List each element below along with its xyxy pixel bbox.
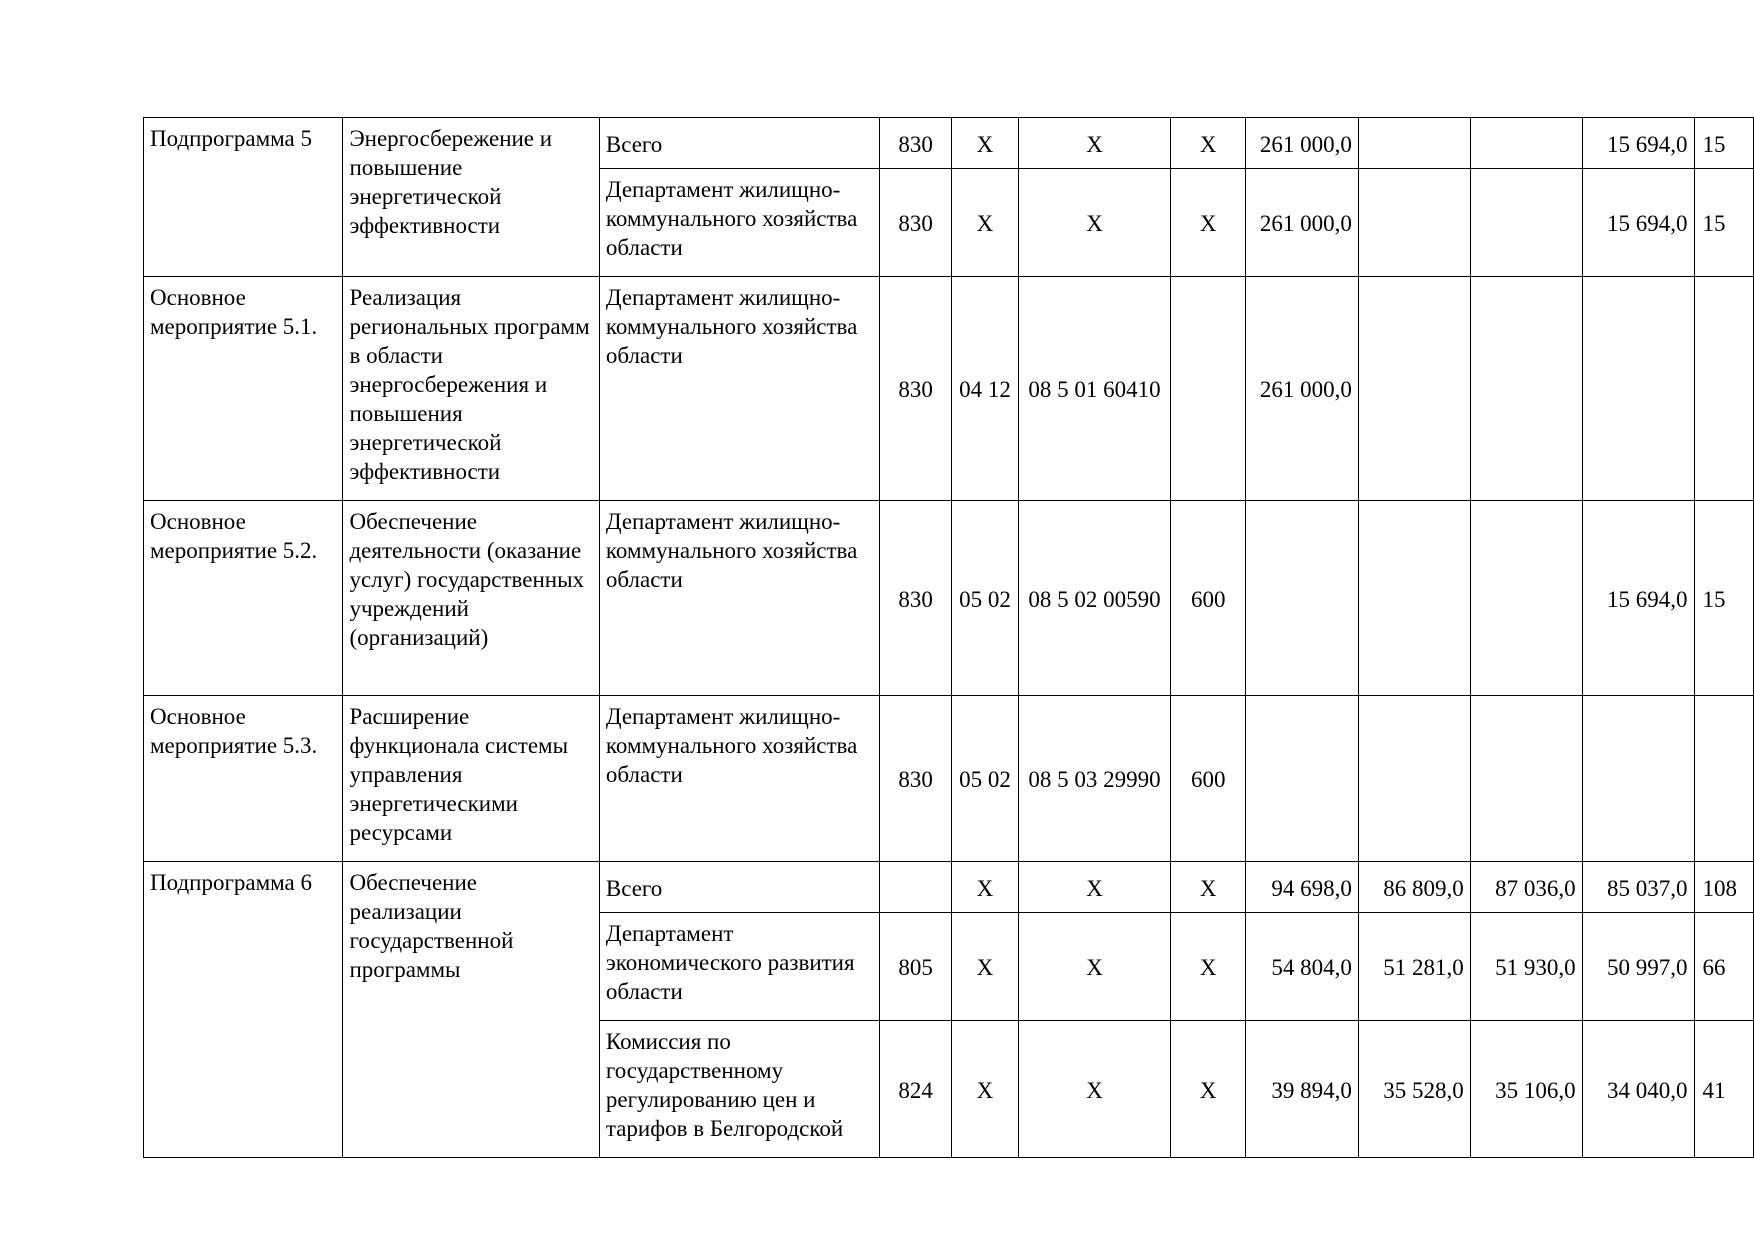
vr-cell: X [1171,913,1246,1021]
row-code-cell: Основное мероприятие 5.1. [144,277,343,501]
executor-cell: Департамент экономического развития области [599,913,880,1021]
year3-value [1470,277,1582,501]
year4-value [1582,277,1694,501]
year2-value: 86 809,0 [1358,862,1470,913]
year4-value: 50 997,0 [1582,913,1694,1021]
year1-value: 261 000,0 [1246,277,1359,501]
year1-value: 94 698,0 [1246,862,1359,913]
csr-cell: 08 5 02 00590 [1019,501,1171,696]
csr-cell: 08 5 01 60410 [1019,277,1171,501]
table-row [144,118,1754,169]
grbs-cell: 830 [880,501,952,696]
year1-value: 261 000,0 [1246,118,1359,169]
grbs-cell: 830 [880,169,952,277]
rzpr-cell: 05 02 [951,696,1018,862]
executor-cell: Департамент жилищно-коммунального хозяйства области [599,169,880,277]
grbs-cell: 830 [880,118,952,169]
row-code-cell: Основное мероприятие 5.3. [144,696,343,862]
grbs-cell: 805 [880,913,952,1021]
year2-value [1358,277,1470,501]
table-row [144,501,1754,696]
year2-value: 35 528,0 [1358,1021,1470,1158]
year5-value [1694,277,1754,501]
csr-cell: 08 5 03 29990 [1019,696,1171,862]
grbs-cell [880,862,952,913]
rzpr-cell: 04 12 [951,277,1018,501]
grbs-cell: 824 [880,1021,952,1158]
year3-value: 35 106,0 [1470,1021,1582,1158]
csr-cell: X [1019,169,1171,277]
year2-value [1358,169,1470,277]
rzpr-cell: X [951,862,1018,913]
year5-value: 66 [1694,913,1754,1021]
year1-value: 54 804,0 [1246,913,1359,1021]
year3-value [1470,169,1582,277]
table-row [144,277,1754,501]
row-name-cell: Энергосбережение и повышение энергетической эффективности [343,118,599,277]
vr-cell: X [1171,1021,1246,1158]
year3-value [1470,118,1582,169]
vr-cell [1171,277,1246,501]
year5-value: 108 [1694,862,1754,913]
year4-value [1582,696,1694,862]
year4-value: 85 037,0 [1582,862,1694,913]
vr-cell: X [1171,118,1246,169]
executor-cell: Комиссия по государственному регулированию цен и тарифов в Белгородской [599,1021,880,1158]
year4-value: 15 694,0 [1582,118,1694,169]
year5-value [1694,696,1754,862]
year5-value: 15 [1694,501,1754,696]
vr-cell: 600 [1171,696,1246,862]
rzpr-cell: X [951,913,1018,1021]
rzpr-cell: 05 02 [951,501,1018,696]
year3-value: 87 036,0 [1470,862,1582,913]
row-name-cell: Обеспечение реализации государственной программы [343,862,599,1158]
year1-value: 39 894,0 [1246,1021,1359,1158]
year5-value: 15 [1694,118,1754,169]
year1-value: 261 000,0 [1246,169,1359,277]
year3-value [1470,696,1582,862]
csr-cell: X [1019,118,1171,169]
row-name-cell: Расширение функционала системы управления энергетическими ресурсами [343,696,599,862]
year5-value: 15 [1694,169,1754,277]
year4-value: 15 694,0 [1582,501,1694,696]
year2-value: 51 281,0 [1358,913,1470,1021]
rzpr-cell: X [951,1021,1018,1158]
row-name-cell: Реализация региональных программ в области энергосбережения и повышения энергетической эффективности [343,277,599,501]
vr-cell: X [1171,169,1246,277]
csr-cell: X [1019,913,1171,1021]
year2-value [1358,501,1470,696]
csr-cell: X [1019,1021,1171,1158]
executor-cell: Департамент жилищно-коммунального хозяйства области [599,277,880,501]
csr-cell: X [1019,862,1171,913]
row-code-cell: Подпрограмма 5 [144,118,343,277]
row-code-cell: Основное мероприятие 5.2. [144,501,343,696]
year3-value: 51 930,0 [1470,913,1582,1021]
year1-value [1246,696,1359,862]
executor-cell: Всего [599,118,880,169]
budget-table [143,117,1754,1158]
year2-value [1358,118,1470,169]
table-row [144,862,1754,913]
vr-cell: X [1171,862,1246,913]
year1-value [1246,501,1359,696]
year4-value: 34 040,0 [1582,1021,1694,1158]
year5-value: 41 [1694,1021,1754,1158]
year3-value [1470,501,1582,696]
row-code-cell: Подпрограмма 6 [144,862,343,1158]
executor-cell: Всего [599,862,880,913]
executor-cell: Департамент жилищно-коммунального хозяйства области [599,501,880,696]
executor-cell: Департамент жилищно-коммунального хозяйства области [599,696,880,862]
year2-value [1358,696,1470,862]
row-name-cell: Обеспечение деятельности (оказание услуг) государственных учреждений (организаций) [343,501,599,696]
grbs-cell: 830 [880,277,952,501]
rzpr-cell: X [951,169,1018,277]
table-row [144,696,1754,862]
vr-cell: 600 [1171,501,1246,696]
year4-value: 15 694,0 [1582,169,1694,277]
grbs-cell: 830 [880,696,952,862]
rzpr-cell: X [951,118,1018,169]
